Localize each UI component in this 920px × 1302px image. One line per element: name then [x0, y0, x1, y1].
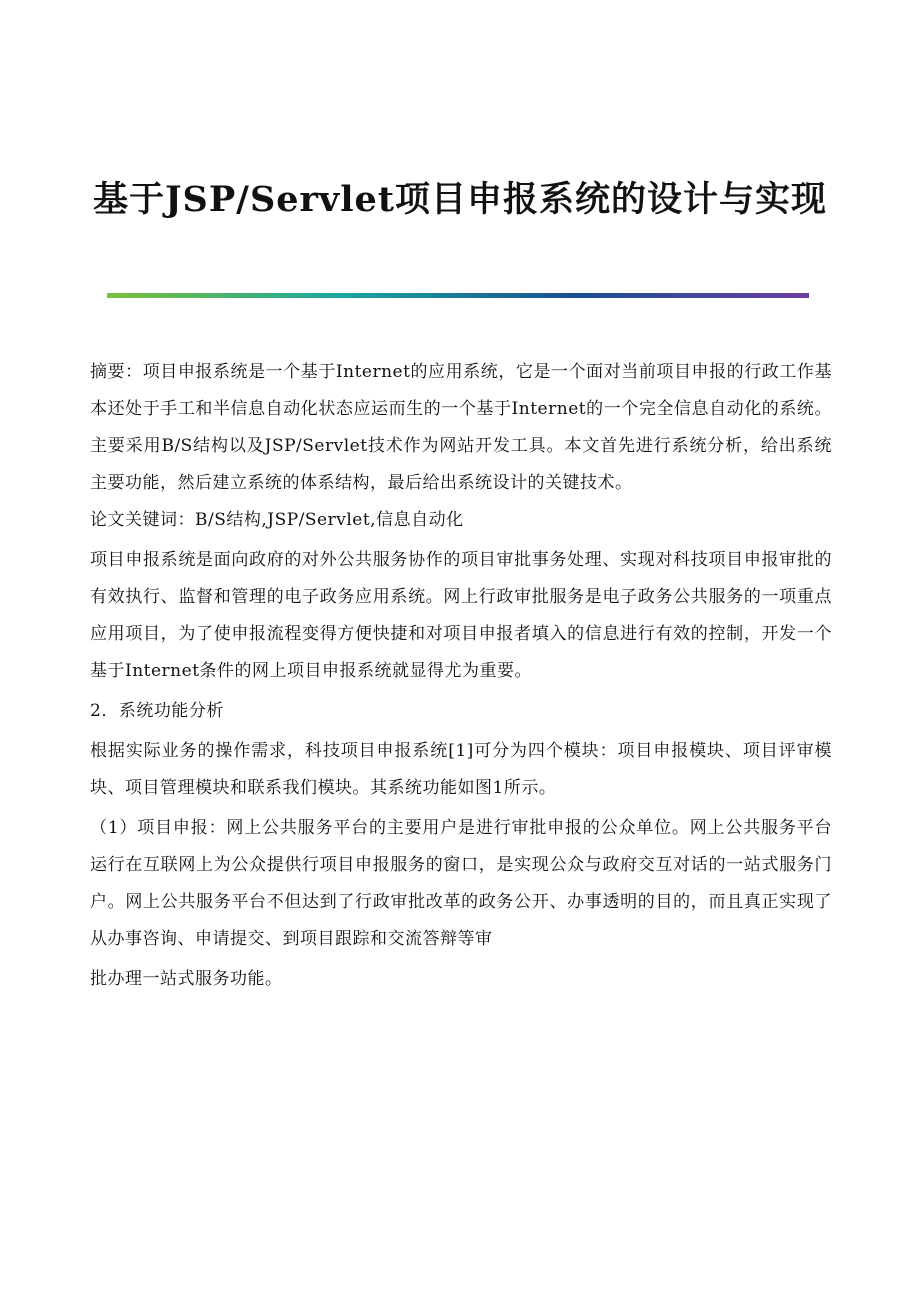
project-application-continuation: 批办理一站式服务功能。 — [90, 969, 283, 989]
title-divider — [107, 293, 809, 298]
document-title: 基于JSP/Servlet项目申报系统的设计与实现 — [93, 179, 827, 220]
abstract-paragraph: 摘要：项目申报系统是一个基于Internet的应用系统，它是一个面对当前项目申报的行政工作基本还处于手工和半信息自动化状态应运而生的一个基于Internet的一个完全信息自动化的系统。主要采用B/S结构以及JSP/Servlet技术作为网站开发工具。本文首先进行系统分析，给出系统主要功能，然后建立系统的体系结构，最后给出系统设计的关键技术。 — [90, 362, 832, 493]
keywords-line: 论文关键词：B/S结构,JSP/Servlet,信息自动化 — [90, 510, 464, 530]
intro-paragraph: 项目申报系统是面向政府的对外公共服务协作的项目审批事务处理、实现对科技项目申报审批的有效执行、监督和管理的电子政务应用系统。网上行政审批服务是电子政务公共服务的一项重点应用项目，为了使申报流程变得方便快捷和对项目申报者填入的信息进行有效的控制，开发一个基于Internet条件的网上项目申报系统就显得尤为重要。 — [90, 550, 832, 681]
modules-paragraph: 根据实际业务的操作需求，科技项目申报系统[1]可分为四个模块：项目申报模块、项目评审模块、项目管理模块和联系我们模块。其系统功能如图1所示。 — [90, 741, 832, 798]
document-body — [90, 354, 832, 998]
section-heading: 2．系统功能分析 — [90, 701, 224, 721]
project-application-paragraph: （1）项目申报：网上公共服务平台的主要用户是进行审批申报的公众单位。网上公共服务平台运行在互联网上为公众提供行项目申报服务的窗口，是实现公众与政府交互对话的一站式服务门户。网上公共服务平台不但达到了行政审批改革的政务公开、办事透明的目的，而且真正实现了从办事咨询、申请提交、到项目跟踪和交流答辩等审 — [90, 818, 832, 949]
